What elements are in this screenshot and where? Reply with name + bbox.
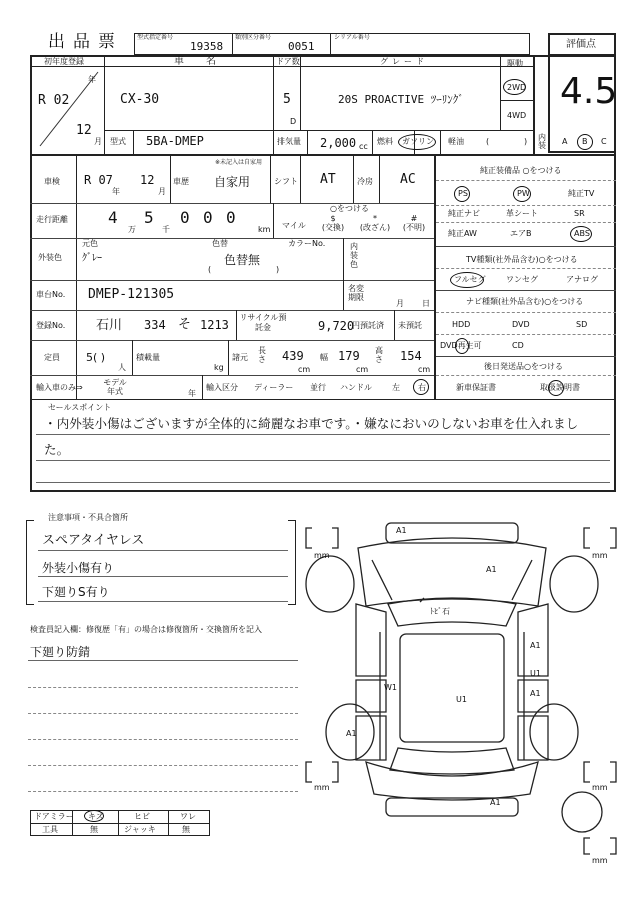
recycle-unit: 円預託済 xyxy=(352,321,384,330)
mileage-sen: 千 xyxy=(162,225,170,234)
car-name: CX-30 xyxy=(120,92,160,107)
mileage-d1: 4 xyxy=(108,208,118,227)
capacity-unit: 人 xyxy=(118,363,126,372)
height: 154 xyxy=(400,349,422,363)
diesel-label: 軽油 xyxy=(448,137,464,146)
note-3: 下廻りS有り xyxy=(42,585,110,599)
equip-navi: 純正ナビ xyxy=(448,209,480,218)
equip-abs: ABS xyxy=(574,229,590,238)
capacity: 5( ) xyxy=(86,351,106,364)
mm-rl: mm xyxy=(314,783,330,792)
width: 179 xyxy=(338,349,360,363)
wid-label: 幅 xyxy=(320,353,328,362)
mm-fl: mm xyxy=(314,551,330,560)
equip-sr: SR xyxy=(574,209,585,218)
color-label: 外装色 xyxy=(38,253,62,262)
mileage-man: 万 xyxy=(128,225,136,234)
score-label: 評価点 xyxy=(566,39,596,50)
model-year-label: モデル年式 xyxy=(103,378,127,396)
equip-title: 純正装備品 ○をつける xyxy=(480,166,562,175)
class-no: 0051 xyxy=(288,40,315,53)
load-label: 積載量 xyxy=(136,353,160,362)
mark-left-door: W1 xyxy=(384,683,397,692)
mm-rr: mm xyxy=(592,783,608,792)
fuel-label: 燃料 xyxy=(377,137,393,146)
equip-leather: 革シート xyxy=(506,209,538,218)
interior-b: B xyxy=(582,137,588,146)
mark-windshield: ﾄﾋﾞ石 xyxy=(430,607,450,616)
mark-left-rear: A1 xyxy=(346,729,357,738)
history-label: 車歴 xyxy=(173,177,189,186)
reg-pref: 石川 xyxy=(96,318,123,333)
type-label: 型式 xyxy=(110,137,126,146)
first-reg-era: R 02 xyxy=(38,93,70,108)
doors-label: ドア数 xyxy=(276,57,300,66)
mileage-d3: 0 xyxy=(180,208,190,227)
navi-sd: SD xyxy=(576,320,588,329)
model-year-unit: 年 xyxy=(188,389,196,398)
chassis-label: 車台No. xyxy=(36,290,66,299)
orig-color-label: 元色 xyxy=(82,239,98,248)
mark-roof: U1 xyxy=(456,695,467,704)
later-warranty: 新車保証書 xyxy=(456,383,496,392)
interior-color-label: 内装色 xyxy=(350,242,358,269)
later-title: 後日発送品○をつける xyxy=(484,362,563,371)
mm-fr: mm xyxy=(592,551,608,560)
notes-label: 注意事項・不具合箇所 xyxy=(48,513,128,522)
car-name-label: 車 名 xyxy=(174,56,222,67)
inspection-label: 車検 xyxy=(44,177,60,186)
mileage-unknown: # (不明) xyxy=(402,214,426,232)
insp-month-unit: 月 xyxy=(158,187,166,196)
mark-front-bumper: A1 xyxy=(396,526,407,535)
mark-right-front: A1 xyxy=(530,641,541,650)
note-1: スペアタイヤレス xyxy=(42,533,145,548)
chassis-no: DMEP-121305 xyxy=(88,287,175,302)
jack-label: ジャッキ xyxy=(124,825,156,834)
tools-label: 工具 xyxy=(42,825,58,834)
disp-unit: cc xyxy=(359,142,368,151)
displacement: 2,000 xyxy=(320,136,357,150)
mark-right-door-a: A1 xyxy=(530,689,541,698)
equip-ps: PS xyxy=(458,189,468,198)
tools-value: 無 xyxy=(90,825,98,834)
cm-unit: cm xyxy=(418,365,431,374)
registration-label: 登録No. xyxy=(36,321,66,330)
nc-month: 月 xyxy=(396,299,404,308)
first-reg-month: 12 xyxy=(76,123,92,138)
colorno-label: カラーNo. xyxy=(288,239,326,248)
door-d: D xyxy=(290,117,297,126)
shift-label: シフト xyxy=(274,177,298,186)
interior-label: 内装 xyxy=(538,133,546,150)
serial-label: シリアル番号 xyxy=(334,34,370,41)
load-kg: kg xyxy=(214,363,224,372)
jack-value: 無 xyxy=(182,825,190,834)
sales-line1: ・内外装小傷はございますが全体的に綺麗なお車です。・嫌なにおいのしないお車を仕入れまし xyxy=(44,416,579,431)
equip-pw: PW xyxy=(517,189,530,198)
drive-4wd: 4WD xyxy=(507,111,527,120)
first-reg-label: 初年度登録 xyxy=(44,57,84,66)
recycle-unpaid: 未預託 xyxy=(398,321,422,330)
mileage-exchange: $ (交換) xyxy=(321,214,345,232)
import-parallel: 並行 xyxy=(310,383,326,392)
mirror-label: ドアミラー xyxy=(34,812,74,821)
mileage-km: km xyxy=(258,225,271,234)
mileage-mile: マイル xyxy=(282,221,306,230)
inspector-note: 下廻り防錆 xyxy=(30,645,91,659)
import-kubun: 輸入区分 xyxy=(206,383,238,392)
history: 自家用 xyxy=(214,175,251,189)
tv-fullseg: フルセグ xyxy=(454,275,486,284)
doors: 5 xyxy=(283,92,291,107)
recycle-amount: 9,720 xyxy=(318,319,355,333)
grade: 20S PROACTIVE ﾂｰﾘﾝｸﾞ xyxy=(338,93,464,106)
sales-label: セールスポイント xyxy=(48,403,112,412)
score: 4.5 xyxy=(560,71,618,112)
navi-cd: CD xyxy=(512,341,524,350)
insp-year-unit: 年 xyxy=(112,187,120,196)
mirror-crack: ヒビ xyxy=(134,812,150,821)
handle-label: ハンドル xyxy=(340,383,372,392)
fuel: ガソリン xyxy=(402,137,434,146)
disp-label: 排気量 xyxy=(277,137,301,146)
len-label: 長さ xyxy=(258,346,266,364)
tv-analog: アナログ xyxy=(566,275,598,284)
model-no: 19358 xyxy=(190,40,224,53)
mileage-modified: * (改ざん) xyxy=(359,214,391,232)
handle-right: 右 xyxy=(418,383,426,392)
interior-a: A xyxy=(562,137,568,146)
mirror-break: ワレ xyxy=(180,812,196,821)
handle-left: 左 xyxy=(392,383,400,392)
mark-right-door-u: U1 xyxy=(530,669,541,678)
equip-aw: 純正AW xyxy=(448,229,477,238)
tv-oneseg: ワンセグ xyxy=(506,275,538,284)
navi-hdd: HDD xyxy=(452,320,471,329)
drive-label: 駆動 xyxy=(507,59,523,68)
shift: AT xyxy=(320,172,336,187)
hgt-label: 高さ xyxy=(375,346,383,364)
recycle-label: リサイクル預託金 xyxy=(239,313,287,332)
mark-rear-bumper: A1 xyxy=(490,798,501,807)
model-no-label: 型式指定番号 xyxy=(137,34,174,41)
page-title: 出品票 xyxy=(48,32,123,52)
mileage-label: 走行距離 xyxy=(36,215,68,224)
year-unit: 年 xyxy=(88,75,96,84)
length: 439 xyxy=(282,349,304,363)
nc-day: 日 xyxy=(422,299,430,308)
history-note: ※未記入は自家用 xyxy=(215,159,263,166)
drive-2wd: 2WD xyxy=(507,83,527,92)
reg-kana: そ xyxy=(178,317,192,332)
ac-label: 冷房 xyxy=(357,177,373,186)
later-manual: 取扱説明書 xyxy=(540,383,580,392)
mileage-d5: 0 xyxy=(226,208,236,227)
mileage-d4: 0 xyxy=(203,208,213,227)
mirror-scratch: キズ xyxy=(88,812,104,821)
mark-hood: A1 xyxy=(486,565,497,574)
color-change: 色替無 xyxy=(224,253,261,267)
sales-line2: た。 xyxy=(44,442,70,457)
navi-dvd: DVD xyxy=(512,320,530,329)
tv-title: TV種類(社外品含む)○をつける xyxy=(466,255,578,264)
mm-spare: mm xyxy=(592,856,608,865)
type: 5BA-DMEP xyxy=(146,134,204,148)
mileage-d2: 5 xyxy=(144,208,154,227)
reg-num2: 1213 xyxy=(200,318,229,332)
equip-airbag: エアB xyxy=(510,229,532,238)
orig-color: ｸﾞﾚｰ xyxy=(82,253,102,264)
month-unit: 月 xyxy=(94,137,102,146)
navi-title: ナビ種類(社外品含む)○をつける xyxy=(466,297,584,306)
equip-tv: 純正TV xyxy=(568,189,595,198)
import-label: 輸入車のみ⇒ xyxy=(36,383,83,392)
navi-dvdplay: DVD再生可 xyxy=(440,341,482,350)
change-label: 色替 xyxy=(212,239,228,248)
grade-label: グレード xyxy=(380,57,428,66)
inspector-label: 検査員記入欄：修復歴「有」の場合は修復箇所・交換箇所を記入 xyxy=(30,625,262,634)
ac: AC xyxy=(400,172,416,187)
inspection-month: 12 xyxy=(140,173,155,187)
dims-label: 諸元 xyxy=(232,353,248,362)
mileage-check-label: ○をつける xyxy=(330,204,369,213)
interior-c: C xyxy=(601,137,607,146)
class-no-label: 類別区分番号 xyxy=(235,34,272,41)
reg-num1: 334 xyxy=(144,318,166,332)
note-2: 外装小傷有り xyxy=(42,561,115,575)
inspection-era: R 07 xyxy=(84,173,113,187)
name-change-label: 名変期限 xyxy=(348,284,364,302)
import-dealer: ディーラー xyxy=(254,383,294,392)
capacity-label: 定員 xyxy=(44,353,60,362)
